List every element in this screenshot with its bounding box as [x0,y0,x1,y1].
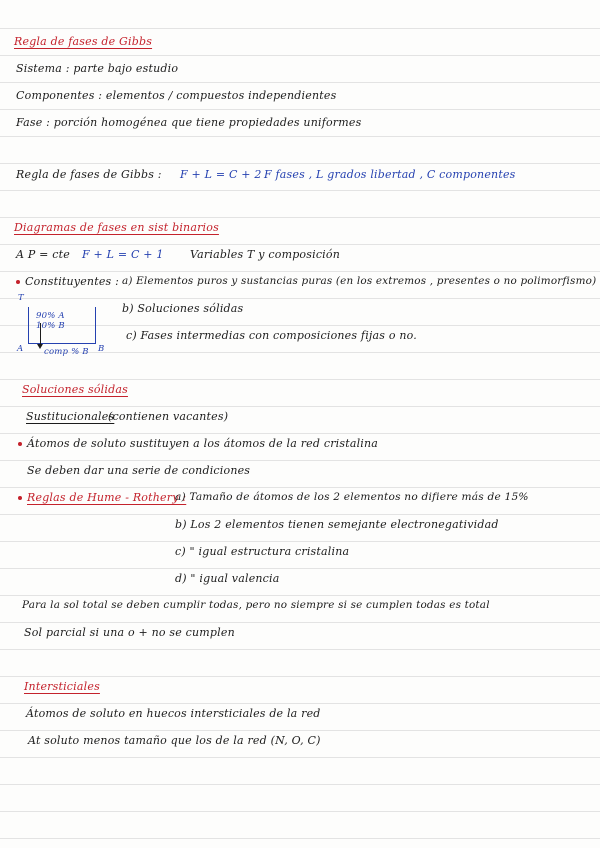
bullet-atoms [18,442,22,446]
binary-variables: Variables T y composición [190,248,341,261]
gibbs-formula: F + L = C + 2 [180,168,262,181]
def-fase: Fase : porción homogénea que tiene propiedades uniformes [16,116,362,129]
diagram-comp-label: comp % B [44,347,89,357]
constituent-item-b: b) Soluciones sólidas [122,302,244,315]
diagram-label-b: 10% B [36,321,65,331]
def-sistema: Sistema : parte bajo estudio [16,62,179,75]
binary-condition: A P = cte [16,248,70,261]
hume-rule-d: d) " igual valencia [175,572,280,585]
diagram-corner-b: B [98,344,105,354]
hume-rule-c: c) " igual estructura cristalina [175,545,350,558]
def-componentes: Componentes : elementos / compuestos independientes [16,89,337,102]
interstitial-line-2: At soluto menos tamaño que los de la red (N, O, C) [28,734,321,747]
constituent-item-a: a) Elementos puros y sustancias puras (en los extremos , presentes o no polimorfismo) [122,275,597,287]
hume-rothery-label: Reglas de Hume - Rothery : [27,491,187,504]
hume-rule-b: b) Los 2 elementos tienen semejante electronegatividad [175,518,499,531]
hume-rule-a: a) Tamaño de átomos de los 2 elementos no difiere más de 15% [175,491,529,503]
interstitial-line-1: Átomos de soluto en huecos intersticiales de la red [26,707,321,720]
substitutional-heading: Sustitucionales [26,410,115,423]
solid-line-2: Se deben dar una serie de condiciones [27,464,251,477]
interstitial-heading: Intersticiales [24,680,100,693]
total-solution-note: Para la sol total se deben cumplir todas, pero no siempre si se cumplen todas es total [22,599,490,611]
bullet-hume [18,496,22,500]
partial-solution-note: Sol parcial si una o + no se cumplen [24,626,235,639]
diagram-corner-a: A [17,344,24,354]
diagram-label-a: 90% A [36,311,65,321]
page-title: Regla de fases de Gibbs [14,35,153,48]
bullet-constituents [16,280,20,284]
binary-heading: Diagramas de fases en sist binarios [14,221,219,234]
substitutional-note: (contienen vacantes) [108,410,229,423]
gibbs-label: Regla de fases de Gibbs : [16,168,162,181]
solid-line-1: Átomos de soluto sustituyen a los átomos de la red cristalina [27,437,379,450]
constituents-label: Constituyentes : [25,275,119,288]
gibbs-legend: F fases , L grados libertad , C componentes [264,168,516,181]
diagram-t-axis: T [18,293,24,303]
constituent-item-c: c) Fases intermedias con composiciones fijas o no. [126,329,417,342]
binary-formula: F + L = C + 1 [82,248,164,261]
solid-solutions-heading: Soluciones sólidas [22,383,128,396]
